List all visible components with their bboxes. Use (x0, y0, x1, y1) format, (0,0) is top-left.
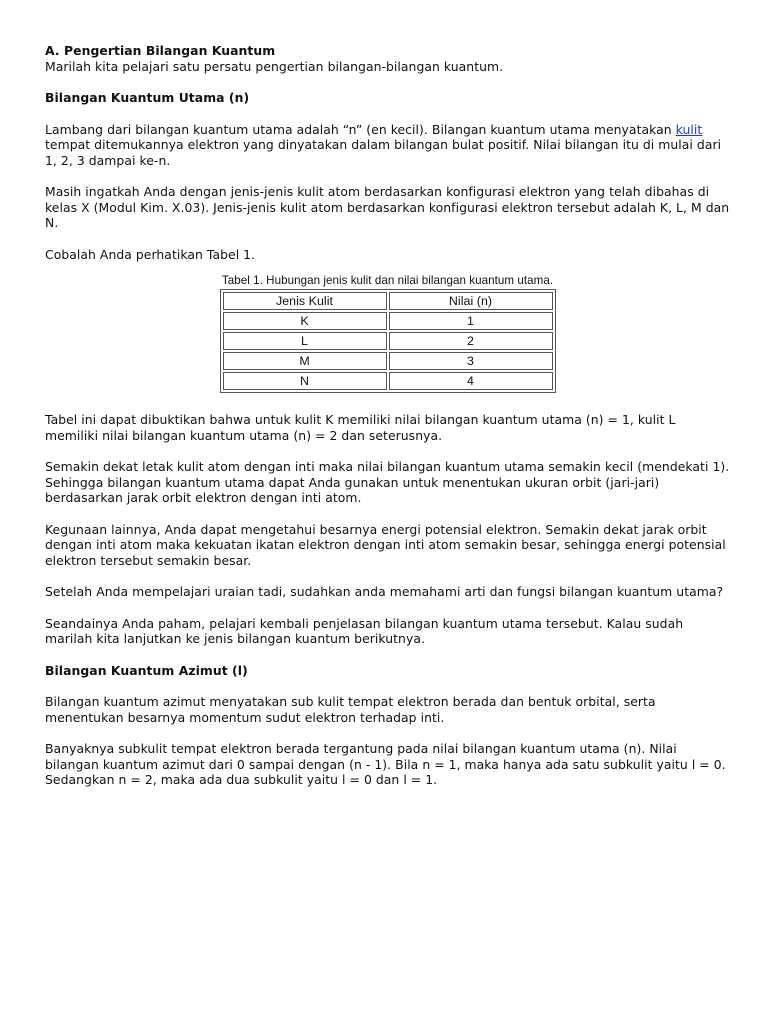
table-row (223, 352, 553, 370)
azimut-paragraph-1: Bilangan kuantum azimut menyatakan sub kulit tempat elektron berada dan bentuk orbital, serta menentukan besarnya momentum sudut elektron terhadap inti. (45, 694, 656, 725)
table-cell-nilai: 3 (389, 352, 553, 370)
table-row (223, 332, 553, 350)
document-page (45, 43, 730, 804)
table-cell-kulit: K (223, 312, 387, 330)
table-cell-kulit: N (223, 372, 387, 390)
azimut-title: Bilangan Kuantum Azimut (l) (45, 662, 248, 678)
table-row (223, 372, 553, 390)
utama-paragraph-5: Semakin dekat letak kulit atom dengan inti maka nilai bilangan kuantum utama semakin kecil (mendekati 1). Sehingga bilangan kuantum utama dapat Anda gunakan untuk menentukan ukuran orbit (jari-jari) berdasarkan jarak orbit elektron dengan inti atom. (45, 459, 730, 505)
utama-p1-text-after: tempat ditemukannya elektron yang dinyatakan dalam bilangan bulat positif. Nilai bilangan itu di mulai dari 1, 2, 3 dampai ke-n. (45, 137, 722, 168)
table-cell-kulit: M (223, 352, 387, 370)
utama-paragraph-4: Tabel ini dapat dibuktikan bahwa untuk kulit K memiliki nilai bilangan kuantum utama (n) = 1, kulit L memiliki nilai bilangan kuantum utama (n) = 2 dan seterusnya. (45, 412, 676, 443)
table-cell-nilai: 1 (389, 312, 553, 330)
table-cell-nilai: 4 (389, 372, 553, 390)
table-row (223, 312, 553, 330)
utama-paragraph-6: Kegunaan lainnya, Anda dapat mengetahui besarnya energi potensial elektron. Semakin dekat jarak orbit dengan inti atom maka kekuatan ikatan elektron dengan inti atom semakin besar, sehingga energi potensial elektron tersebut semakin besar. (45, 521, 726, 568)
kulit-link[interactable]: kulit (675, 121, 703, 137)
table-cell-kulit: L (223, 332, 387, 350)
utama-paragraph-1 (45, 122, 730, 169)
table-caption: Tabel 1. Hubungan jenis kulit dan nilai bilangan kuantum utama. (221, 274, 554, 287)
kulit-table (220, 289, 556, 393)
section-a-intro: Marilah kita pelajari satu persatu pengertian bilangan-bilangan kuantum. (45, 58, 504, 74)
table-header-jenis-kulit: Jenis Kulit (223, 292, 387, 310)
utama-paragraph-3: Cobalah Anda perhatikan Tabel 1. (45, 246, 256, 262)
utama-title: Bilangan Kuantum Utama (n) (45, 90, 250, 105)
azimut-paragraph-2: Banyaknya subkulit tempat elektron berada tergantung pada nilai bilangan kuantum utama (n). Nilai bilangan kuantum azimut dari 0 sampai dengan (n - 1). Bila n = 1, maka hanya ada satu subkulit yaitu l = 0. Sedangkan n = 2, maka ada dua subkulit yaitu l = 0 dan l = 1. (45, 741, 726, 787)
section-a-title: A. Pengertian Bilangan Kuantum (45, 43, 276, 58)
utama-p1-text-before: Lambang dari bilangan kuantum utama adalah “n” (en kecil). Bilangan kuantum utama menyatakan (45, 121, 676, 137)
table-cell-nilai: 2 (389, 332, 553, 350)
utama-paragraph-7: Setelah Anda mempelajari uraian tadi, sudahkan anda memahami arti dan fungsi bilangan kuantum utama? (45, 584, 724, 599)
utama-paragraph-8: Seandainya Anda paham, pelajari kembali penjelasan bilangan kuantum utama tersebut. Kalau sudah marilah kita lanjutkan ke jenis bilangan kuantum berikutnya. (45, 615, 684, 646)
table-header-row (223, 292, 553, 310)
table-header-nilai: Nilai (n) (389, 292, 553, 310)
utama-paragraph-2: Masih ingatkah Anda dengan jenis-jenis kulit atom berdasarkan konfigurasi elektron yang telah dibahas di kelas X (Modul Kim. X.03). Jenis-jenis kulit atom berdasarkan konfigurasi elektron tersebut adalah K, L, M dan N. (45, 184, 730, 230)
table-container (45, 289, 730, 393)
